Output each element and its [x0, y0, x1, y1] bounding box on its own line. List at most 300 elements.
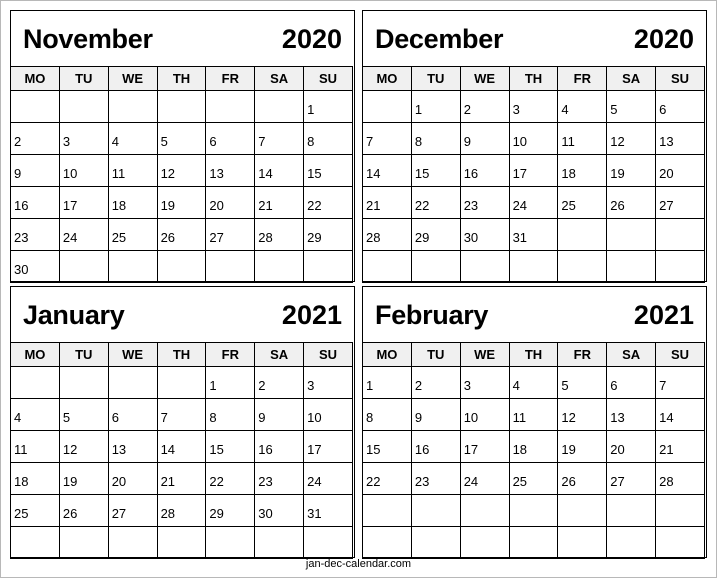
day-cell	[460, 91, 509, 123]
weekday-header: TH	[509, 67, 558, 91]
day-cell	[108, 219, 157, 251]
day-number: 11	[512, 410, 527, 425]
month-year: 2020	[281, 24, 342, 54]
day-cell	[558, 399, 607, 431]
day-cell	[255, 251, 304, 283]
day-number	[607, 276, 655, 282]
day-cell	[11, 123, 60, 155]
day-number: 10	[62, 166, 78, 181]
day-cell	[607, 219, 656, 251]
week-row	[363, 251, 705, 283]
day-cell	[411, 219, 460, 251]
month-january-2021	[10, 286, 355, 558]
day-cell	[558, 495, 607, 527]
month-november-2020	[10, 10, 355, 282]
week-row	[11, 123, 353, 155]
day-number	[60, 116, 108, 122]
day-cell	[411, 495, 460, 527]
day-number: 28	[258, 230, 273, 245]
day-cell	[656, 219, 705, 251]
day-cell	[206, 463, 255, 495]
day-number	[412, 276, 460, 282]
day-cell	[255, 155, 304, 187]
day-cell	[509, 463, 558, 495]
weekday-header: TH	[157, 343, 206, 367]
day-cell	[363, 399, 412, 431]
weeks-body	[363, 91, 705, 283]
day-cell	[460, 155, 509, 187]
day-number: 25	[111, 230, 127, 245]
month-header	[11, 287, 354, 343]
day-cell	[304, 91, 353, 123]
day-cell	[363, 431, 412, 463]
day-cell	[656, 495, 705, 527]
week-row	[363, 431, 705, 463]
day-cell	[558, 91, 607, 123]
day-cell	[304, 463, 353, 495]
day-cell	[255, 399, 304, 431]
week-row	[363, 367, 705, 399]
day-number: 28	[366, 230, 381, 245]
day-number	[656, 244, 704, 250]
day-number: 9	[414, 410, 423, 425]
week-row	[11, 91, 353, 123]
day-number: 18	[14, 474, 29, 489]
day-number: 23	[14, 230, 29, 245]
day-cell	[11, 155, 60, 187]
day-number: 17	[307, 442, 322, 457]
day-cell	[157, 251, 206, 283]
day-number	[206, 116, 254, 122]
day-number: 26	[561, 474, 576, 489]
weekday-header: SU	[656, 343, 705, 367]
day-cell	[108, 431, 157, 463]
weekday-header: SA	[607, 343, 656, 367]
day-cell	[509, 367, 558, 399]
day-number	[11, 116, 59, 122]
day-cell	[607, 367, 656, 399]
day-number: 21	[160, 474, 176, 489]
day-number: 2	[258, 378, 266, 393]
day-number: 7	[366, 134, 374, 149]
weekday-header: SA	[255, 67, 304, 91]
day-cell	[59, 91, 108, 123]
day-number: 20	[209, 198, 224, 213]
day-cell	[460, 463, 509, 495]
day-cell	[157, 187, 206, 219]
day-number: 16	[463, 166, 479, 181]
day-cell	[206, 527, 255, 559]
day-number	[158, 276, 206, 282]
day-number: 24	[307, 474, 322, 489]
day-cell	[108, 187, 157, 219]
day-number: 19	[610, 166, 625, 181]
week-row	[363, 123, 705, 155]
day-cell	[206, 187, 255, 219]
day-cell	[11, 91, 60, 123]
weekday-header: MO	[363, 343, 412, 367]
day-cell	[59, 495, 108, 527]
day-cell	[363, 495, 412, 527]
day-number: 27	[111, 506, 127, 521]
day-cell	[304, 187, 353, 219]
day-number: 1	[307, 102, 315, 117]
day-number: 18	[111, 198, 127, 213]
day-number: 11	[561, 134, 575, 149]
day-cell	[59, 219, 108, 251]
day-cell	[157, 91, 206, 123]
day-number: 12	[561, 410, 576, 425]
weekday-header: TU	[411, 343, 460, 367]
day-cell	[108, 155, 157, 187]
day-cell	[11, 527, 60, 559]
day-number: 15	[366, 442, 381, 457]
month-name: November	[23, 24, 153, 54]
day-cell	[108, 495, 157, 527]
week-row	[363, 187, 705, 219]
day-cell	[304, 367, 353, 399]
day-number	[158, 116, 206, 122]
day-number: 14	[258, 166, 273, 181]
weekday-header-row	[363, 67, 705, 91]
weekday-header: SA	[255, 343, 304, 367]
weekday-header: TU	[59, 67, 108, 91]
day-cell	[607, 431, 656, 463]
day-number: 7	[659, 378, 667, 393]
day-number: 7	[160, 410, 168, 425]
day-cell	[460, 367, 509, 399]
day-cell	[558, 463, 607, 495]
day-cell	[607, 495, 656, 527]
day-number: 1	[366, 378, 374, 393]
day-number: 15	[414, 166, 430, 181]
weekday-header: TH	[157, 67, 206, 91]
day-cell	[656, 399, 705, 431]
day-number: 25	[561, 198, 576, 213]
day-cell	[558, 155, 607, 187]
day-cell	[304, 431, 353, 463]
month-february-2021	[362, 286, 707, 558]
week-row	[11, 155, 353, 187]
day-cell	[509, 251, 558, 283]
day-cell	[59, 431, 108, 463]
day-cell	[108, 399, 157, 431]
day-cell	[656, 91, 705, 123]
week-row	[363, 91, 705, 123]
day-cell	[363, 367, 412, 399]
day-number: 19	[62, 474, 78, 489]
day-cell	[157, 367, 206, 399]
day-number: 27	[659, 198, 674, 213]
day-number: 5	[62, 410, 71, 425]
day-number	[558, 520, 606, 526]
day-cell	[11, 431, 60, 463]
day-number: 25	[14, 506, 29, 521]
day-number: 19	[561, 442, 576, 457]
day-number: 7	[258, 134, 266, 149]
day-cell	[558, 527, 607, 559]
day-cell	[255, 91, 304, 123]
day-cell	[59, 399, 108, 431]
weeks-body	[363, 367, 705, 559]
day-number	[11, 392, 59, 398]
day-cell	[363, 251, 412, 283]
day-number: 31	[512, 230, 528, 245]
day-number	[558, 276, 606, 282]
day-cell	[509, 91, 558, 123]
day-cell	[363, 527, 412, 559]
day-cell	[509, 219, 558, 251]
day-cell	[607, 187, 656, 219]
month-header	[11, 11, 354, 67]
day-cell	[411, 431, 460, 463]
weekday-header: FR	[206, 343, 255, 367]
day-cell	[656, 155, 705, 187]
day-number: 9	[463, 134, 471, 149]
day-cell	[607, 399, 656, 431]
day-number: 1	[209, 378, 217, 393]
weekday-header-row	[363, 343, 705, 367]
day-number: 8	[307, 134, 315, 149]
day-number: 29	[209, 506, 224, 521]
day-number: 5	[160, 134, 168, 149]
week-row	[363, 155, 705, 187]
day-number: 29	[414, 230, 430, 245]
day-cell	[460, 187, 509, 219]
day-cell	[157, 219, 206, 251]
day-cell	[157, 399, 206, 431]
day-cell	[509, 527, 558, 559]
day-cell	[509, 399, 558, 431]
day-number: 3	[463, 378, 471, 393]
day-number	[558, 244, 606, 250]
day-cell	[411, 155, 460, 187]
day-cell	[558, 123, 607, 155]
day-number	[60, 392, 108, 398]
day-number: 14	[366, 166, 381, 181]
day-cell	[411, 123, 460, 155]
day-number	[255, 276, 303, 282]
day-cell	[656, 527, 705, 559]
day-number	[461, 276, 509, 282]
day-cell	[157, 463, 206, 495]
week-row	[363, 495, 705, 527]
day-cell	[255, 495, 304, 527]
day-number: 22	[366, 474, 381, 489]
day-number: 26	[160, 230, 176, 245]
day-cell	[411, 399, 460, 431]
day-number: 30	[463, 230, 479, 245]
week-row	[11, 431, 353, 463]
day-number: 13	[209, 166, 224, 181]
day-cell	[11, 495, 60, 527]
day-number: 20	[610, 442, 625, 457]
day-cell	[411, 463, 460, 495]
day-number	[607, 520, 655, 526]
calendar-grid	[10, 66, 353, 283]
weekday-header: SU	[304, 343, 353, 367]
day-cell	[206, 431, 255, 463]
day-number: 3	[307, 378, 315, 393]
day-cell	[108, 463, 157, 495]
day-number: 21	[258, 198, 273, 213]
day-number	[60, 276, 108, 282]
day-number: 23	[414, 474, 430, 489]
day-number: 6	[610, 378, 618, 393]
day-number: 6	[659, 102, 667, 117]
day-number: 24	[463, 474, 479, 489]
weekday-header: SU	[304, 67, 353, 91]
week-row	[11, 367, 353, 399]
day-cell	[59, 367, 108, 399]
day-number: 23	[463, 198, 479, 213]
week-row	[11, 495, 353, 527]
day-cell	[304, 155, 353, 187]
day-number: 26	[62, 506, 78, 521]
day-number: 10	[512, 134, 528, 149]
weekday-header: WE	[108, 343, 157, 367]
day-cell	[108, 251, 157, 283]
weekday-header: SA	[607, 67, 656, 91]
day-cell	[59, 155, 108, 187]
day-cell	[255, 123, 304, 155]
day-number: 6	[111, 410, 119, 425]
day-cell	[460, 527, 509, 559]
day-number: 16	[258, 442, 273, 457]
day-cell	[558, 187, 607, 219]
month-year: 2021	[633, 300, 694, 330]
day-number: 18	[561, 166, 576, 181]
day-number: 4	[561, 102, 569, 117]
day-number: 1	[414, 102, 423, 117]
day-number	[363, 276, 411, 282]
day-cell	[304, 527, 353, 559]
day-number	[461, 520, 509, 526]
day-cell	[206, 91, 255, 123]
day-number: 12	[160, 166, 176, 181]
day-number	[109, 392, 157, 398]
day-number	[109, 116, 157, 122]
day-number: 17	[512, 166, 528, 181]
day-number: 28	[659, 474, 674, 489]
day-number	[412, 520, 460, 526]
week-row	[11, 399, 353, 431]
day-cell	[411, 187, 460, 219]
weekday-header: TU	[411, 67, 460, 91]
day-cell	[363, 91, 412, 123]
day-cell	[607, 527, 656, 559]
day-number: 22	[414, 198, 430, 213]
day-cell	[558, 367, 607, 399]
week-row	[363, 527, 705, 559]
week-row	[11, 251, 353, 283]
day-cell	[656, 431, 705, 463]
day-cell	[607, 123, 656, 155]
day-number: 24	[512, 198, 528, 213]
day-cell	[11, 187, 60, 219]
day-cell	[509, 155, 558, 187]
day-cell	[411, 91, 460, 123]
day-cell	[11, 219, 60, 251]
day-number	[510, 276, 558, 282]
day-number	[607, 244, 655, 250]
day-cell	[206, 123, 255, 155]
day-cell	[108, 123, 157, 155]
day-cell	[460, 219, 509, 251]
day-cell	[656, 251, 705, 283]
day-cell	[11, 367, 60, 399]
day-cell	[304, 495, 353, 527]
day-number: 20	[659, 166, 674, 181]
day-cell	[558, 219, 607, 251]
day-cell	[255, 463, 304, 495]
month-header	[363, 11, 706, 67]
weekday-header: MO	[11, 67, 60, 91]
day-cell	[108, 367, 157, 399]
day-cell	[607, 91, 656, 123]
day-number: 22	[307, 198, 322, 213]
day-cell	[607, 463, 656, 495]
day-cell	[206, 219, 255, 251]
week-row	[11, 187, 353, 219]
day-number: 18	[512, 442, 528, 457]
day-cell	[206, 155, 255, 187]
month-name: February	[375, 300, 489, 330]
day-number: 8	[366, 410, 374, 425]
month-year: 2020	[633, 24, 694, 54]
month-header	[363, 287, 706, 343]
day-number: 4	[512, 378, 520, 393]
week-row	[11, 527, 353, 559]
month-december-2020	[362, 10, 707, 282]
weekday-header: WE	[460, 343, 509, 367]
day-cell	[255, 527, 304, 559]
day-number: 21	[659, 442, 674, 457]
day-cell	[304, 123, 353, 155]
day-number: 8	[414, 134, 423, 149]
calendar-grid	[362, 342, 705, 559]
day-cell	[363, 463, 412, 495]
day-cell	[59, 187, 108, 219]
day-cell	[509, 495, 558, 527]
day-number	[363, 520, 411, 526]
day-number	[304, 276, 352, 282]
day-number: 2	[14, 134, 22, 149]
day-number: 5	[610, 102, 618, 117]
day-number: 28	[160, 506, 176, 521]
day-number: 14	[160, 442, 176, 457]
day-number	[656, 520, 704, 526]
day-number: 4	[111, 134, 119, 149]
day-cell	[460, 431, 509, 463]
day-number: 22	[209, 474, 224, 489]
weekday-header: FR	[206, 67, 255, 91]
day-number	[363, 116, 411, 122]
day-number: 3	[512, 102, 520, 117]
day-number: 12	[62, 442, 78, 457]
day-cell	[157, 123, 206, 155]
day-cell	[206, 251, 255, 283]
day-cell	[656, 187, 705, 219]
day-number: 16	[14, 198, 29, 213]
weekday-header: MO	[11, 343, 60, 367]
day-number: 31	[307, 506, 322, 521]
day-cell	[411, 367, 460, 399]
day-number: 13	[111, 442, 127, 457]
day-number: 10	[463, 410, 479, 425]
day-number: 10	[307, 410, 322, 425]
day-number	[656, 276, 704, 282]
